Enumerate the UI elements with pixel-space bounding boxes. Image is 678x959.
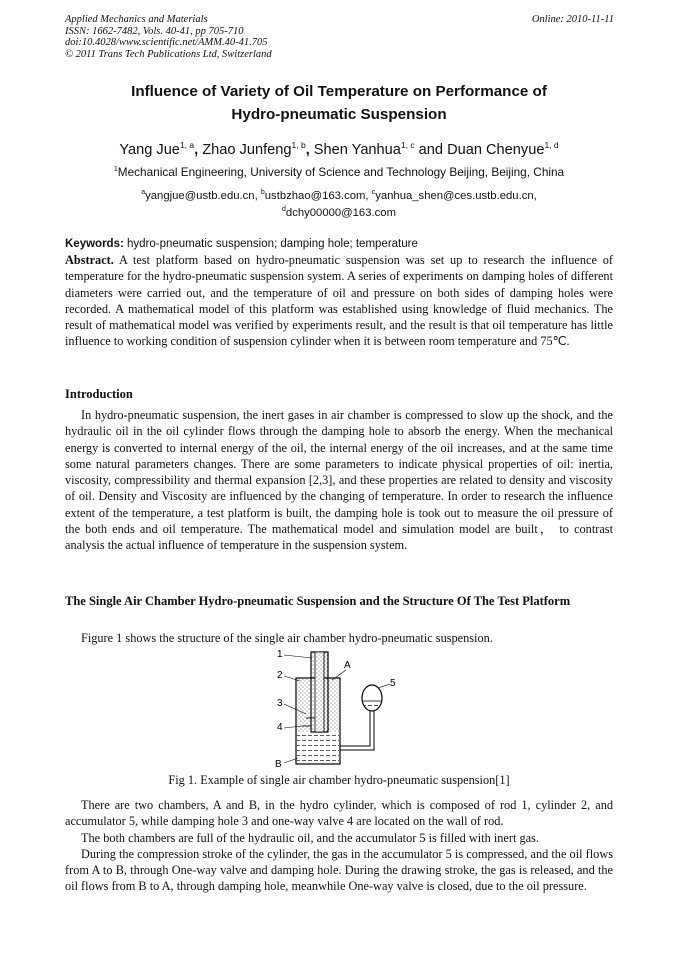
author-separator: , xyxy=(305,141,314,158)
email-c: yanhua_shen@ces.ustb.edu.cn, xyxy=(375,189,537,202)
keywords-label: Keywords: xyxy=(65,238,124,250)
issn-line: ISSN: 1662-7482, Vols. 40-41, pp 705-710 xyxy=(65,25,244,37)
email-line-1 xyxy=(0,186,678,203)
email-sup: b xyxy=(260,189,265,196)
abstract-text: A test platform based on hydro-pneumatic suspension was set up to research the influence of temperature for the hydro-pneumatic suspension system. A series of experiments on damping holes of different diameters were carried out, and the temperature of oil and pressure on both sides of damping holes were recorded. A mathematical model of this platform was established using knowledge of fluid mechanics. The result of mathematical model was verified by experiments result, and the result is that oil temperature has little influence to working condition of suspension cylinder when it is between room temperature and 75℃. xyxy=(65,253,613,349)
figure-intro-paragraph: Figure 1 shows the structure of the single air chamber hydro-pneumatic suspension. xyxy=(81,631,493,645)
leader-1 xyxy=(284,655,312,658)
author-name: Shen Yanhua xyxy=(313,141,401,158)
label-B: B xyxy=(275,759,282,768)
author-emails xyxy=(0,186,678,221)
label-1: 1 xyxy=(277,649,283,660)
chamber-b-oil xyxy=(297,732,339,763)
author-name: Duan Chenyue xyxy=(447,141,545,158)
cylinder-wall-oil-right xyxy=(328,679,339,732)
email-d: dchy00000@163.com xyxy=(285,207,396,220)
online-date: Online: 2010-11-11 xyxy=(531,14,614,25)
journal-name: Applied Mechanics and Materials xyxy=(65,14,208,25)
label-4: 4 xyxy=(277,722,283,733)
email-sup: c xyxy=(371,189,376,196)
author-separator: and xyxy=(414,141,448,158)
keywords-text: hydro-pneumatic suspension; damping hole; temperature xyxy=(123,238,418,250)
title-line-1: Influence of Variety of Oil Temperature on Performance of xyxy=(131,83,547,100)
label-5: 5 xyxy=(390,678,396,689)
affiliation-text: Mechanical Engineering, University of Science and Technology Beijing, Beijing, China xyxy=(117,165,565,179)
section-heading-structure: The Single Air Chamber Hydro-pneumatic Suspension and the Structure Of The Test Platform xyxy=(65,594,571,608)
connecting-pipe xyxy=(340,708,374,750)
author-sup: 1, a xyxy=(179,140,195,150)
author-list xyxy=(0,140,678,158)
paragraph-chambers: There are two chambers, A and B, in the hydro cylinder, which is composed of rod 1, cylinder 2, and accumulator 5, while damping hole 3 and one-way valve 4 are located on the wall of rod. xyxy=(65,798,613,829)
email-sup: d xyxy=(282,206,286,214)
author-sup: 1, b xyxy=(291,140,306,150)
author-name: Yang Jue xyxy=(119,141,180,158)
label-3: 3 xyxy=(277,698,283,709)
doi-line: doi:10.4028/www.scientific.net/AMM.40-41.705 xyxy=(65,37,268,49)
copyright-line: © 2011 Trans Tech Publications Ltd, Switzerland xyxy=(65,48,272,60)
affiliation-sup: 1 xyxy=(113,166,118,174)
affiliation xyxy=(0,165,678,179)
paper-title xyxy=(0,80,678,126)
cylinder-wall-oil xyxy=(297,679,311,732)
structure-description xyxy=(65,797,613,895)
author-name: Zhao Junfeng xyxy=(202,141,292,158)
email-sup: a xyxy=(141,189,146,196)
suspension-diagram xyxy=(272,648,412,768)
introduction-paragraph: In hydro-pneumatic suspension, the inert gases in air chamber is compressed to slow up the shock, and the hydraulic oil in the oil cylinder flows through the damping hole to absorb the energy. When the mechanical energy is converted to internal energy of the oil, the internal energy of the oil increases, and at the same time some natural parameters changes. There are some parameters to indicate physical properties of oil: inertia, viscosity, compressibility and thermal expansion [2,3], and these properties are related to density and viscosity of oil. Density and Viscosity are influenced by the changing of temperature. In order to research the influence extent of the temperature, a test platform is built, the damping hole is took out to measure the oil pressure of the both ends and oil temperature. The mathematical model and simulation model are built， to contrast analysis the actual influence of temperature in the suspension system. xyxy=(65,408,613,553)
running-header xyxy=(65,14,272,60)
abstract-label: Abstract. xyxy=(65,253,114,267)
figure-caption: Fig 1. Example of single air chamber hydro-pneumatic suspension[1] xyxy=(168,773,510,787)
section-intro xyxy=(65,630,613,646)
leader-5 xyxy=(378,684,390,688)
author-sup: 1, c xyxy=(400,140,415,150)
label-A: A xyxy=(344,660,351,671)
paragraph-strokes: During the compression stroke of the cylinder, the gas in the accumulator 5 is compressed, and the oil flows from A to B, through One-way valve and damping hole. During the drawing stroke, the gas is released, and the oil flows from B to A, through damping hole, meanwhile One-way valve is closed, due to the oil pressure. xyxy=(65,846,613,894)
title-line-2: Hydro-pneumatic Suspension xyxy=(231,106,447,123)
piston-rod-inner-fill xyxy=(316,653,324,731)
keywords xyxy=(65,236,613,252)
abstract xyxy=(65,252,613,350)
email-line-2 xyxy=(0,203,678,220)
introduction-body xyxy=(65,407,613,554)
email-a: yangjue@ustb.edu.cn, xyxy=(145,189,261,202)
author-separator: , xyxy=(194,141,203,158)
label-2: 2 xyxy=(277,670,283,681)
email-b: ustbzhao@163.com, xyxy=(264,189,372,202)
author-sup: 1, d xyxy=(544,140,559,150)
introduction-heading: Introduction xyxy=(65,387,133,401)
paragraph-oil: The both chambers are full of the hydraulic oil, and the accumulator 5 is filled with inert gas. xyxy=(81,830,539,845)
